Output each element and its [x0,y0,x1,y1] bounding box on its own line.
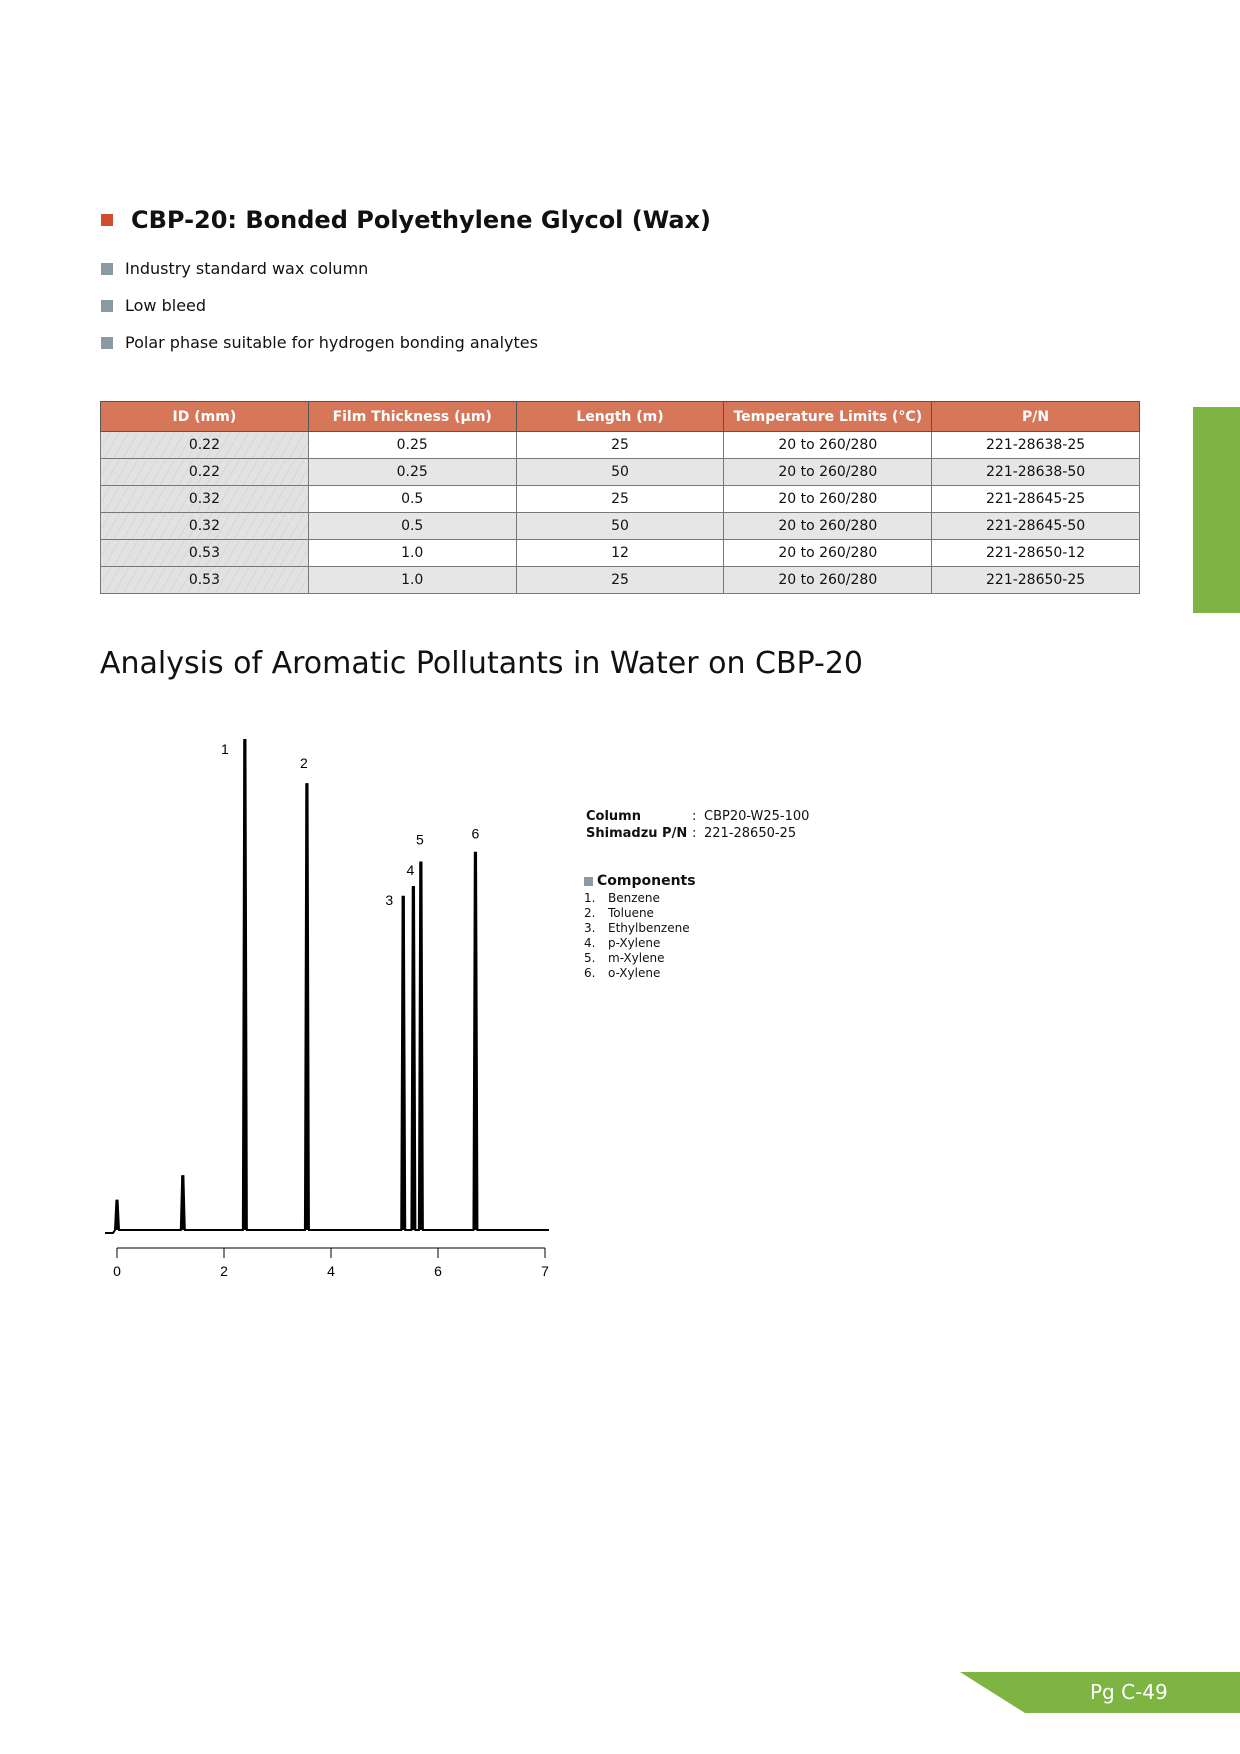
feature-text: Polar phase suitable for hydrogen bonding analytes [125,333,538,352]
info-sep: : [692,809,697,824]
chromatogram-chart [95,725,555,1285]
cell-temperature-limits: 20 to 260/280 [724,432,932,459]
feature-item [100,324,538,361]
component-item [584,951,696,966]
component-item [584,891,696,906]
header-film-thickness: Film Thickness (µm) [308,402,516,432]
cell-pn: 221-28638-25 [932,432,1140,459]
table-header-row [101,402,1140,432]
cell-length: 50 [516,459,724,486]
x-axis [113,1248,549,1279]
column-spec-table [100,401,1140,594]
heading-bullet-icon [101,214,113,226]
cell-film-thickness: 0.5 [308,513,516,540]
table-row [101,459,1140,486]
chromatogram-trace [105,740,549,1233]
cell-length: 25 [516,432,724,459]
cell-length: 25 [516,486,724,513]
components-header [584,873,696,889]
x-tick-label: 4 [327,1263,335,1279]
component-number: 1. [584,891,596,905]
info-value: 221-28650-25 [704,826,797,841]
section-heading-text: CBP-20: Bonded Polyethylene Glycol (Wax) [131,206,711,234]
table-row [101,540,1140,567]
feature-list [100,250,538,361]
component-name: m-Xylene [608,951,665,965]
page-number: Pg C-49 [1090,1680,1168,1704]
component-number: 2. [584,906,596,920]
component-item [584,966,696,981]
header-pn: P/N [932,402,1140,432]
column-info [586,808,809,842]
cell-temperature-limits: 20 to 260/280 [724,486,932,513]
chromatogram-line [105,740,549,1233]
info-value: CBP20-W25-100 [704,809,810,824]
table-row [101,513,1140,540]
components-bullet-icon [584,877,593,886]
component-item [584,906,696,921]
feature-text: Industry standard wax column [125,259,369,278]
analysis-title: Analysis of Aromatic Pollutants in Water on CBP-20 [100,646,863,681]
component-name: p-Xylene [608,936,661,950]
x-tick-label: 2 [220,1263,228,1279]
cell-film-thickness: 1.0 [308,540,516,567]
component-number: 5. [584,951,596,965]
component-number: 6. [584,966,596,980]
cell-id: 0.22 [101,432,309,459]
component-name: Toluene [608,906,654,920]
cell-length: 50 [516,513,724,540]
cell-pn: 221-28645-25 [932,486,1140,513]
cell-id: 0.53 [101,567,309,594]
components-legend [584,873,696,981]
feature-item [100,250,538,287]
bullet-square-icon [101,263,113,275]
header-length: Length (m) [516,402,724,432]
cell-id: 0.22 [101,459,309,486]
x-tick-label: 6 [434,1263,442,1279]
cell-pn: 221-28650-12 [932,540,1140,567]
section-heading [100,206,711,234]
peak-label: 1 [220,741,229,757]
info-key: Column [586,809,641,824]
cell-pn: 221-28645-50 [932,513,1140,540]
cell-id: 0.32 [101,513,309,540]
component-number: 4. [584,936,596,950]
info-key: Shimadzu P/N [586,826,688,841]
cell-temperature-limits: 20 to 260/280 [724,459,932,486]
peak-label: 3 [385,891,394,908]
header-id: ID (mm) [101,402,309,432]
components-title: Components [597,873,696,889]
feature-item [100,287,538,324]
cell-pn: 221-28650-25 [932,567,1140,594]
table-row [101,567,1140,594]
page-number-band [960,1672,1240,1713]
section-tab-marker [1193,407,1240,613]
info-row-pn [586,825,809,842]
component-name: o-Xylene [608,966,661,980]
cell-film-thickness: 0.25 [308,432,516,459]
cell-film-thickness: 1.0 [308,567,516,594]
info-row-column [586,808,809,825]
header-temperature-limits: Temperature Limits (°C) [724,402,932,432]
cell-length: 25 [516,567,724,594]
component-name: Benzene [608,891,660,905]
peak-label: 4 [406,862,415,878]
x-tick-label: 0 [113,1263,121,1279]
table-row [101,432,1140,459]
feature-text: Low bleed [125,296,207,315]
peak-labels [221,741,480,908]
peak-label: 6 [471,825,480,842]
component-item [584,921,696,936]
cell-pn: 221-28638-50 [932,459,1140,486]
cell-length: 12 [516,540,724,567]
component-item [584,936,696,951]
bullet-square-icon [101,300,113,312]
cell-film-thickness: 0.25 [308,459,516,486]
cell-temperature-limits: 20 to 260/280 [724,540,932,567]
bullet-square-icon [101,337,113,349]
peak-label: 5 [415,831,424,848]
component-number: 3. [584,921,596,935]
cell-temperature-limits: 20 to 260/280 [724,513,932,540]
x-tick-label: 7 [541,1263,549,1279]
cell-temperature-limits: 20 to 260/280 [724,567,932,594]
cell-id: 0.53 [101,540,309,567]
peak-label: 2 [300,755,308,772]
cell-film-thickness: 0.5 [308,486,516,513]
component-name: Ethylbenzene [608,921,690,935]
table-row [101,486,1140,513]
info-sep: : [692,826,697,841]
cell-id: 0.32 [101,486,309,513]
